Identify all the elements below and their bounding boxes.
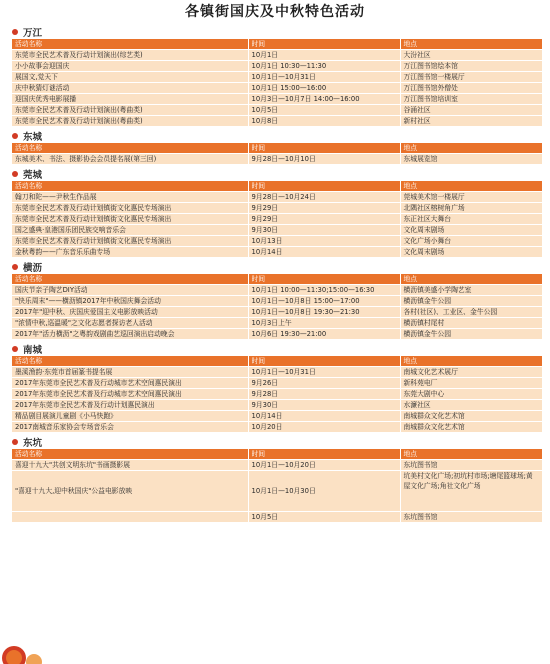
cell-time: 10月14日 — [248, 247, 400, 258]
header-time: 时间 — [248, 39, 400, 50]
table-header — [12, 143, 542, 154]
cell-activity: 东城美术、书法、摄影协会会员提名展(第三回) — [12, 154, 248, 165]
section-heading — [12, 129, 542, 143]
table-row — [12, 307, 542, 318]
header-place: 地点 — [400, 356, 542, 367]
cell-place: 横沥镇金牛公园 — [400, 329, 542, 340]
cell-activity: 喜迎十九大"共创文明东坑"书画摄影展 — [12, 460, 248, 471]
cell-time: 10月1日—10月8日 15:00—17:00 — [248, 296, 400, 307]
table-row — [12, 411, 542, 422]
table-row — [12, 512, 542, 523]
table-header — [12, 181, 542, 192]
cell-activity: "快乐周末"——横沥镇2017年中秋国庆舞会活动 — [12, 296, 248, 307]
cell-activity: 东莞市全民艺术普及行动计划镇街文化惠民专场演出 — [12, 214, 248, 225]
bullet-icon — [12, 171, 18, 177]
cell-time: 9月26日 — [248, 378, 400, 389]
cell-place: 各村(社区)、工业区、金牛公园 — [400, 307, 542, 318]
cell-place: 莞城美术馆一楼展厅 — [400, 192, 542, 203]
cell-place: 东莞大剧中心 — [400, 389, 542, 400]
bullet-icon — [12, 133, 18, 139]
header-time: 时间 — [248, 449, 400, 460]
activity-table — [12, 181, 542, 258]
table-row — [12, 285, 542, 296]
activity-table — [12, 449, 542, 523]
cell-activity: "浓情中秋,巡温暖"之文化志愿者探访老人活动 — [12, 318, 248, 329]
section-heading — [12, 435, 542, 449]
table-row — [12, 471, 542, 512]
cell-place: 文化周末剧场 — [400, 247, 542, 258]
cell-activity: 翰刀和陀——尹秋生作品展 — [12, 192, 248, 203]
section-heading — [12, 25, 542, 39]
cell-time: 10月5日 — [248, 512, 400, 523]
cell-place: 东坑图书馆 — [400, 512, 542, 523]
table-row — [12, 236, 542, 247]
cell-place: 新村社区 — [400, 116, 542, 127]
cell-time: 9月28日—10月10日 — [248, 154, 400, 165]
cell-place: 万江图书馆一楼展厅 — [400, 72, 542, 83]
section-heading — [12, 167, 542, 181]
table-row — [12, 61, 542, 72]
table-row — [12, 83, 542, 94]
cell-activity: 国之盛典·皇港国乐团民族交响音乐会 — [12, 225, 248, 236]
cell-time: 10月6日 19:30—21:00 — [248, 329, 400, 340]
cell-time: 10月1日—10月30日 — [248, 471, 400, 512]
table-row — [12, 329, 542, 340]
table-row — [12, 50, 542, 61]
cell-time: 9月30日 — [248, 225, 400, 236]
cell-activity — [12, 512, 248, 523]
cell-time: 10月8日 — [248, 116, 400, 127]
cell-place: 南城群众文化艺术馆 — [400, 411, 542, 422]
cell-activity: 展国文,觉天下 — [12, 72, 248, 83]
table-row — [12, 247, 542, 258]
section-0 — [12, 25, 542, 127]
cell-time: 10月1日—10月8日 19:30—21:30 — [248, 307, 400, 318]
cell-time: 10月1日 10:00—11:30;15:00—16:30 — [248, 285, 400, 296]
table-row — [12, 94, 542, 105]
table-header — [12, 449, 542, 460]
header-time: 时间 — [248, 356, 400, 367]
cell-time: 10月13日 — [248, 236, 400, 247]
cell-activity: 金秋粤韵——广东音乐乐曲专场 — [12, 247, 248, 258]
cell-place: 南城文化艺术展厅 — [400, 367, 542, 378]
cell-activity: 东莞市全民艺术普及行动计划演出(粤曲类) — [12, 116, 248, 127]
cell-time: 10月3日—10月7日 14:00—16:00 — [248, 94, 400, 105]
cell-activity: "喜迎十九大,迎中秋国庆"公益电影放映 — [12, 471, 248, 512]
cell-place: 北隅社区榕树角广场 — [400, 203, 542, 214]
cell-time: 10月14日 — [248, 411, 400, 422]
section-name: 横沥 — [23, 263, 43, 274]
cell-place: 新科苑电厂 — [400, 378, 542, 389]
bullet-icon — [12, 29, 18, 35]
cell-time: 9月29日 — [248, 214, 400, 225]
cell-activity: 国庆节亲子陶艺DIY活动 — [12, 285, 248, 296]
cell-activity: 2017南城音乐家协会专场音乐会 — [12, 422, 248, 433]
header-activity: 活动名称 — [12, 181, 248, 192]
table-row — [12, 116, 542, 127]
cell-activity: 东莞市全民艺术普及行动计划演出(综艺类) — [12, 50, 248, 61]
activity-table — [12, 356, 542, 433]
section-name: 东城 — [23, 132, 43, 143]
section-1 — [12, 129, 542, 165]
cell-place: 大汾社区 — [400, 50, 542, 61]
cell-place: 东城展览馆 — [400, 154, 542, 165]
content-area — [0, 25, 550, 523]
cell-place: 水濂社区 — [400, 400, 542, 411]
table-header — [12, 39, 542, 50]
cell-activity: 迎国庆优秀电影展播 — [12, 94, 248, 105]
section-name: 莞城 — [23, 170, 43, 181]
table-row — [12, 72, 542, 83]
cell-activity: 2017年"活力横沥"之粤韵戏剧曲艺巡回演出启动晚会 — [12, 329, 248, 340]
table-row — [12, 378, 542, 389]
cell-activity: 精品剧目展演儿童剧《小马快跑》 — [12, 411, 248, 422]
cell-time: 10月1日—10月20日 — [248, 460, 400, 471]
lantern-decoration — [0, 622, 46, 664]
header-activity: 活动名称 — [12, 39, 248, 50]
cell-activity: 2017年"迎中秋、庆国庆爱国主义电影放映活动 — [12, 307, 248, 318]
cell-place: 万江图书馆培训室 — [400, 94, 542, 105]
cell-place: 东正社区大舞台 — [400, 214, 542, 225]
cell-time: 9月29日 — [248, 203, 400, 214]
table-row — [12, 192, 542, 203]
header-place: 地点 — [400, 39, 542, 50]
bullet-icon — [12, 439, 18, 445]
cell-time: 10月1日—10月31日 — [248, 367, 400, 378]
cell-place: 横沥镇村尾村 — [400, 318, 542, 329]
table-header — [12, 356, 542, 367]
cell-time: 10月1日 10:30—11:30 — [248, 61, 400, 72]
cell-activity: 小小故事会迎国庆 — [12, 61, 248, 72]
table-row — [12, 225, 542, 236]
cell-activity: 墨溪渔韵·东莞市首届篆书提名展 — [12, 367, 248, 378]
page-title: 各镇街国庆及中秋特色活动 — [185, 4, 365, 20]
cell-place: 文化广场小舞台 — [400, 236, 542, 247]
cell-place: 横沥镇美盛小学陶艺室 — [400, 285, 542, 296]
table-row — [12, 422, 542, 433]
table-row — [12, 105, 542, 116]
header-activity: 活动名称 — [12, 449, 248, 460]
cell-activity: 东莞市全民艺术普及行动计划镇街文化惠民专场演出 — [12, 203, 248, 214]
cell-activity: 东莞市全民艺术普及行动计划镇街文化惠民专场演出 — [12, 236, 248, 247]
cell-time: 9月30日 — [248, 400, 400, 411]
cell-place: 横沥镇金牛公园 — [400, 296, 542, 307]
cell-place: 谷涌社区 — [400, 105, 542, 116]
cell-time: 10月5日 — [248, 105, 400, 116]
cell-time: 9月28日 — [248, 389, 400, 400]
cell-activity: 庆中秋猜灯谜活动 — [12, 83, 248, 94]
section-name: 万江 — [23, 28, 43, 39]
header-activity: 活动名称 — [12, 356, 248, 367]
cell-time: 10月3日上午 — [248, 318, 400, 329]
header-activity: 活动名称 — [12, 274, 248, 285]
header-time: 时间 — [248, 181, 400, 192]
section-4 — [12, 342, 542, 433]
section-name: 东坑 — [23, 438, 43, 449]
cell-place: 坑美村文化广场;初坑村市场;塘尾篮球场;黄屋文化广场;角社文化广场 — [400, 471, 542, 512]
header-time: 时间 — [248, 143, 400, 154]
cell-place: 文化周末剧场 — [400, 225, 542, 236]
table-row — [12, 203, 542, 214]
cell-time: 10月1日—10月31日 — [248, 72, 400, 83]
cell-time: 10月1日 — [248, 50, 400, 61]
section-heading — [12, 260, 542, 274]
cell-time: 10月20日 — [248, 422, 400, 433]
cell-activity: 2017年东莞市全民艺术普及行动城市艺术空间惠民演出 — [12, 378, 248, 389]
cell-place: 万江图书馆外僧处 — [400, 83, 542, 94]
cell-activity: 东莞市全民艺术普及行动计划演出(粤曲类) — [12, 105, 248, 116]
table-row — [12, 400, 542, 411]
header-place: 地点 — [400, 449, 542, 460]
cell-time: 10月1日 15:00—16:00 — [248, 83, 400, 94]
activity-table — [12, 274, 542, 340]
section-5 — [12, 435, 542, 523]
cell-place: 南城群众文化艺术馆 — [400, 422, 542, 433]
section-3 — [12, 260, 542, 340]
activity-table — [12, 39, 542, 127]
header-place: 地点 — [400, 274, 542, 285]
header-activity: 活动名称 — [12, 143, 248, 154]
section-heading — [12, 342, 542, 356]
table-row — [12, 214, 542, 225]
table-row — [12, 318, 542, 329]
cell-activity: 2017年东莞市全民艺术普及行动城市艺术空间惠民演出 — [12, 389, 248, 400]
bullet-icon — [12, 346, 18, 352]
activity-table — [12, 143, 542, 165]
cell-place: 东坑图书馆 — [400, 460, 542, 471]
table-row — [12, 296, 542, 307]
table-row — [12, 460, 542, 471]
header-place: 地点 — [400, 181, 542, 192]
cell-place: 万江图书馆绘本馆 — [400, 61, 542, 72]
table-row — [12, 367, 542, 378]
cell-activity: 2017年东莞市全民艺术普及行动计划惠民演出 — [12, 400, 248, 411]
bullet-icon — [12, 264, 18, 270]
table-header — [12, 274, 542, 285]
cell-time: 9月28日—10月24日 — [248, 192, 400, 203]
header-place: 地点 — [400, 143, 542, 154]
section-name: 南城 — [23, 345, 43, 356]
table-row — [12, 154, 542, 165]
table-row — [12, 389, 542, 400]
section-2 — [12, 167, 542, 258]
header-time: 时间 — [248, 274, 400, 285]
